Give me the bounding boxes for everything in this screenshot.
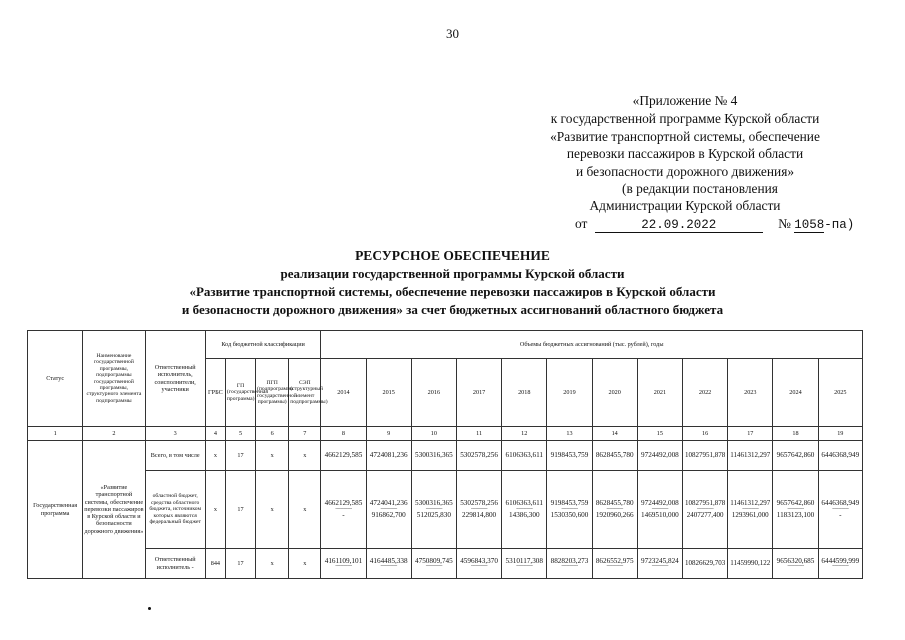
- separator-dashes: --------------: [787, 506, 804, 512]
- value-cell-pair: [682, 471, 727, 549]
- col-number: 15: [637, 427, 682, 441]
- regional-value: 9657642,860: [776, 499, 815, 508]
- title-line-4: и безопасности дорожного движения» за счет бюджетных ассигнований областного бюджета: [181, 302, 724, 317]
- separator-dashes: --------------: [651, 564, 669, 570]
- col-number: 2: [83, 427, 145, 441]
- value-cell: [366, 549, 411, 579]
- sep-cell: х: [289, 441, 321, 471]
- grbs-cell: х: [205, 471, 225, 549]
- executor-value: 4596843,370: [460, 556, 498, 565]
- regional-value: 6446368,949: [821, 499, 860, 508]
- federal-value: 916862,700: [371, 510, 406, 519]
- value-cell: 6106363,611: [502, 441, 547, 471]
- value-cell: 6446368,949: [818, 441, 862, 471]
- regional-value: 5300316,365: [415, 499, 453, 508]
- value-cell-pair: [728, 471, 773, 549]
- executor-cell: Ответственный исполнитель -: [145, 549, 205, 579]
- col-number: 13: [547, 427, 592, 441]
- federal-value: 2407277,400: [686, 510, 724, 519]
- col-number: 10: [411, 427, 456, 441]
- table-row: [28, 549, 863, 579]
- regional-value: 6106363,611: [505, 499, 543, 508]
- header-volumes: Объемы бюджетных ассигнований (тыс. рублей), годы: [321, 331, 863, 359]
- regional-value: 10827951,878: [684, 499, 726, 508]
- executor-value: 5310117,308: [505, 556, 543, 565]
- header-year: 2018: [502, 359, 547, 427]
- federal-value: 1293961,000: [731, 510, 769, 519]
- col-number: 19: [818, 427, 862, 441]
- value-cell: 8628455,780: [592, 441, 637, 471]
- executor-value: 4161109,101: [324, 556, 363, 565]
- col-number: 4: [205, 427, 225, 441]
- separator-dashes: --------------: [425, 506, 443, 512]
- value-cell: [637, 549, 682, 579]
- value-cell-pair: [502, 471, 547, 549]
- header-ppgp: ПГП (подпрограмма государственной программы): [256, 359, 289, 427]
- header-year: 2024: [773, 359, 818, 427]
- col-number: 3: [145, 427, 205, 441]
- header-year: 2017: [456, 359, 501, 427]
- title-line-3: «Развитие транспортной системы, обеспечение перевозки пассажиров в Курской области: [189, 284, 716, 299]
- col-number: 12: [502, 427, 547, 441]
- value-cell-pair: [818, 471, 862, 549]
- separator-dashes: --------------: [606, 506, 623, 512]
- appendix-line-4: перевозки пассажиров в Курской области: [566, 146, 804, 161]
- table-row: [28, 441, 863, 471]
- grbs-cell: х: [205, 441, 225, 471]
- value-cell: [682, 549, 727, 579]
- page-number: 30: [446, 26, 459, 41]
- federal-value: 1920960,266: [595, 510, 634, 519]
- executor-value: 4750809,745: [415, 556, 453, 565]
- separator-dashes: --------------: [561, 506, 578, 512]
- decree-number: 1058: [794, 218, 825, 232]
- ppgp-cell: х: [256, 549, 289, 579]
- col-number: 6: [256, 427, 289, 441]
- value-cell: [502, 549, 547, 579]
- decree-date: 22.09.2022: [595, 218, 763, 233]
- header-status: Статус: [28, 331, 83, 427]
- sep-cell: х: [289, 549, 321, 579]
- header-sep: СЭП (структурный элемент подпрограммы): [289, 359, 321, 427]
- separator-dashes: --------------: [335, 506, 352, 512]
- regional-value: 4662129,585: [324, 499, 363, 508]
- resource-table: [27, 330, 863, 579]
- separator-dashes: --------------: [787, 564, 804, 570]
- value-cell: [773, 549, 818, 579]
- header-gp: ГП (государственная программа): [225, 359, 255, 427]
- status-cell: Государственная программа: [28, 441, 83, 579]
- separator-dashes: --------------: [832, 506, 849, 512]
- separator-dashes: --------------: [561, 564, 578, 570]
- value-cell: [728, 549, 773, 579]
- gp-cell: 17: [225, 549, 255, 579]
- header-year: 2020: [592, 359, 637, 427]
- separator-dashes: --------------: [516, 506, 533, 512]
- value-cell: 10827951,878: [682, 441, 727, 471]
- executor-value: 8626552,975: [595, 556, 634, 565]
- header-row-1: [28, 331, 863, 359]
- executor-cell: областной бюджет, средства областного бюджета, источником которых являются федеральный бюджет: [145, 471, 205, 549]
- col-number: 5: [225, 427, 255, 441]
- gp-cell: 17: [225, 471, 255, 549]
- value-cell-pair: [411, 471, 456, 549]
- gp-cell: 17: [225, 441, 255, 471]
- separator-dashes: --------------: [470, 564, 488, 570]
- scan-speck: [148, 607, 151, 610]
- regional-value: 4724041,236: [369, 499, 408, 508]
- value-cell: [411, 549, 456, 579]
- separator-dashes: --------------: [516, 564, 533, 570]
- appendix-line-2: к государственной программе Курской области: [550, 111, 820, 126]
- header-name: Наименование государственной программы, подпрограммы государственной программы, структурного элемента подпрограммы: [83, 331, 145, 427]
- regional-value: 9198453,759: [550, 499, 589, 508]
- value-cell: 9724492,008: [637, 441, 682, 471]
- value-cell: 4662129,585: [321, 441, 366, 471]
- separator-dashes: --------------: [606, 564, 623, 570]
- value-cell: 11461312,297: [728, 441, 773, 471]
- col-number: 18: [773, 427, 818, 441]
- header-year: 2014: [321, 359, 366, 427]
- header-year: 2015: [366, 359, 411, 427]
- col-number: 8: [321, 427, 366, 441]
- federal-value: 512025,830: [416, 510, 451, 519]
- value-cell: 5300316,365: [411, 441, 456, 471]
- value-cell: [321, 549, 366, 579]
- col-number: 11: [456, 427, 501, 441]
- grbs-cell: 844: [205, 549, 225, 579]
- appendix-line-1: «Приложение № 4: [632, 93, 738, 108]
- separator-dashes: --------------: [335, 564, 352, 570]
- value-cell: 4724081,236: [366, 441, 411, 471]
- ppgp-cell: х: [256, 471, 289, 549]
- header-executor: Ответственный исполнитель, соисполнители, участники: [145, 331, 205, 427]
- decree-number-suffix: -па): [824, 218, 855, 232]
- regional-value: 11461312,297: [730, 499, 771, 508]
- value-cell: 9198453,759: [547, 441, 592, 471]
- value-cell-pair: [321, 471, 366, 549]
- appendix-line-7: Администрации Курской области: [589, 198, 781, 213]
- value-cell-pair: [773, 471, 818, 549]
- col-number: 7: [289, 427, 321, 441]
- separator-dashes: --------------: [696, 506, 714, 512]
- title-line-2: реализации государственной программы Курской области: [280, 266, 625, 281]
- value-cell-pair: [456, 471, 501, 549]
- value-cell-pair: [637, 471, 682, 549]
- value-cell: 5302578,256: [456, 441, 501, 471]
- header-budget-code: Код бюджетной классификации: [205, 331, 321, 359]
- value-cell-pair: [592, 471, 637, 549]
- value-cell: 9657642,860: [773, 441, 818, 471]
- col-number: 14: [592, 427, 637, 441]
- header-year: 2025: [818, 359, 862, 427]
- value-cell-pair: [547, 471, 592, 549]
- program-name-cell: «Развитие транспортной системы, обеспечение перевозки пассажиров в Курской области и безопасности дорожного движения»: [83, 441, 145, 579]
- header-year: 2022: [682, 359, 727, 427]
- federal-value: 229814,800: [462, 510, 497, 519]
- federal-value: 14386,300: [509, 510, 540, 519]
- value-cell: [818, 549, 862, 579]
- federal-value: 1183123,100: [776, 510, 815, 519]
- number-label: №: [778, 216, 791, 231]
- value-cell: [592, 549, 637, 579]
- ppgp-cell: х: [256, 441, 289, 471]
- executor-value: 9723245,824: [641, 556, 679, 565]
- federal-value: -: [342, 510, 345, 519]
- appendix-from-line: [575, 216, 854, 233]
- appendix-line-3: «Развитие транспортной системы, обеспечение: [550, 129, 820, 144]
- col-number: 1: [28, 427, 83, 441]
- executor-value: 8828203,273: [550, 556, 589, 565]
- table-row: [28, 471, 863, 549]
- value-cell: [456, 549, 501, 579]
- header-year: 2021: [637, 359, 682, 427]
- executor-cell: Всего, в том числе: [145, 441, 205, 471]
- col-number: 9: [366, 427, 411, 441]
- separator-dashes: --------------: [651, 506, 669, 512]
- separator-dashes: --------------: [742, 506, 759, 512]
- header-year: 2016: [411, 359, 456, 427]
- executor-value: 6444599,999: [821, 556, 860, 565]
- separator-dashes: --------------: [832, 564, 849, 570]
- separator-dashes: --------------: [380, 506, 397, 512]
- regional-value: 5302578,256: [460, 499, 498, 508]
- value-cell: [547, 549, 592, 579]
- executor-value: 4164485,338: [369, 556, 408, 565]
- separator-dashes: --------------: [425, 564, 443, 570]
- regional-value: 9724492,008: [641, 499, 679, 508]
- appendix-line-5: и безопасности дорожного движения»: [575, 164, 795, 179]
- separator-dashes: --------------: [470, 506, 488, 512]
- header-grbs: ГРБС: [205, 359, 225, 427]
- from-label: от: [575, 216, 588, 231]
- federal-value: -: [839, 510, 842, 519]
- regional-value: 8628455,780: [595, 499, 634, 508]
- executor-value: 10826629,703: [684, 558, 726, 567]
- executor-value: 9656320,685: [776, 556, 815, 565]
- sep-cell: х: [289, 471, 321, 549]
- federal-value: 1530350,600: [550, 510, 589, 519]
- column-number-row: [28, 427, 863, 441]
- col-number: 16: [682, 427, 727, 441]
- federal-value: 1469510,000: [641, 510, 679, 519]
- col-number: 17: [728, 427, 773, 441]
- separator-dashes: --------------: [380, 564, 397, 570]
- header-year: 2019: [547, 359, 592, 427]
- appendix-line-6: (в редакции постановления: [622, 181, 778, 196]
- header-year: 2023: [728, 359, 773, 427]
- title-line-1: РЕСУРСНОЕ ОБЕСПЕЧЕНИЕ: [355, 248, 550, 263]
- executor-value: 11459990,122: [730, 558, 771, 567]
- value-cell-pair: [366, 471, 411, 549]
